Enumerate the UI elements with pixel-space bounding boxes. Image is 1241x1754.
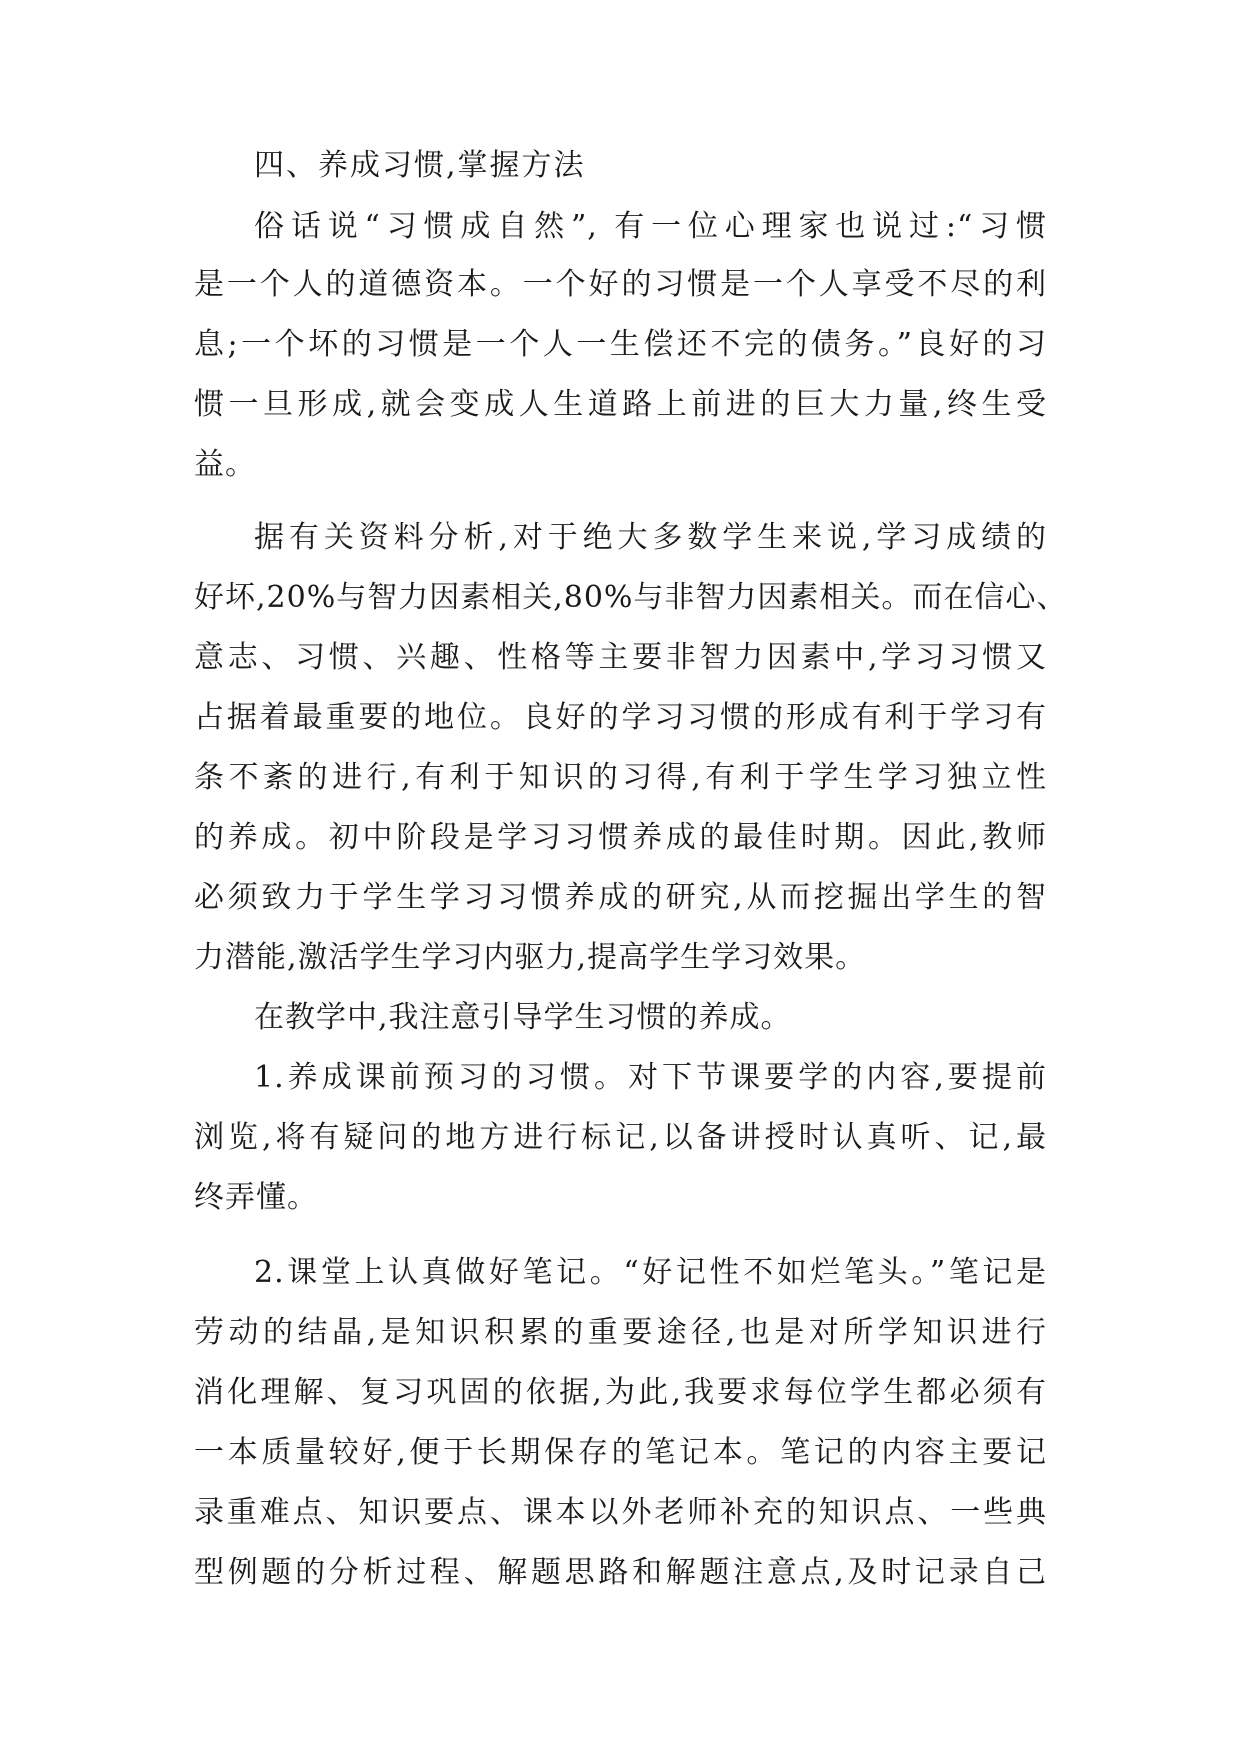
paragraph-4-line-3: 终弄懂。 [194,1180,318,1215]
paragraph-3-line-1: 在教学中,我注意引导学生习惯的养成。 [254,1000,792,1035]
paragraph-1-line-3: 息;一个坏的习惯是一个人一生偿还不完的债务。”良好的习 [194,327,1047,362]
paragraph-1-line-2: 是一个人的道德资本。一个好的习惯是一个人享受不尽的利 [194,267,1047,302]
paragraph-2-line-7: 必须致力于学生学习习惯养成的研究,从而挖掘出学生的智 [194,880,1047,915]
paragraph-2-line-2: 好坏,20%与智力因素相关,80%与非智力因素相关。而在信心、 [194,580,1068,615]
paragraph-4-line-1: 1.养成课前预习的习惯。对下节课要学的内容,要提前 [254,1060,1047,1095]
paragraph-5-line-5: 录重难点、知识要点、课本以外老师补充的知识点、一些典 [194,1495,1047,1530]
paragraph-2-line-5: 条不紊的进行,有利于知识的习得,有利于学生学习独立性 [194,760,1047,795]
paragraph-1-line-1: 俗话说“习惯成自然”, 有一位心理家也说过:“习惯 [254,209,1047,244]
paragraph-5-line-4: 一本质量较好,便于长期保存的笔记本。笔记的内容主要记 [194,1435,1047,1470]
paragraph-5-line-1: 2.课堂上认真做好笔记。“好记性不如烂笔头。”笔记是 [254,1255,1047,1290]
paragraph-2-line-4: 占据着最重要的地位。良好的学习习惯的形成有利于学习有 [194,700,1047,735]
paragraph-5-line-3: 消化理解、复习巩固的依据,为此,我要求每位学生都必须有 [194,1375,1047,1410]
paragraph-1-line-4: 惯一旦形成,就会变成人生道路上前进的巨大力量,终生受 [194,387,1047,422]
paragraph-1-line-5: 益。 [194,447,256,482]
section-heading: 四、养成习惯,掌握方法 [254,148,586,183]
paragraph-5-line-2: 劳动的结晶,是知识积累的重要途径,也是对所学知识进行 [194,1315,1047,1350]
paragraph-2-line-3: 意志、习惯、兴趣、性格等主要非智力因素中,学习习惯又 [194,640,1047,675]
paragraph-2-line-1: 据有关资料分析,对于绝大多数学生来说,学习成绩的 [254,520,1047,555]
paragraph-2-line-8: 力潜能,激活学生学习内驱力,提高学生学习效果。 [194,940,867,975]
paragraph-4-line-2: 浏览,将有疑问的地方进行标记,以备讲授时认真听、记,最 [194,1120,1047,1155]
paragraph-2-line-6: 的养成。初中阶段是学习习惯养成的最佳时期。因此,教师 [194,820,1047,855]
paragraph-5-line-6: 型例题的分析过程、解题思路和解题注意点,及时记录自己 [194,1555,1047,1590]
